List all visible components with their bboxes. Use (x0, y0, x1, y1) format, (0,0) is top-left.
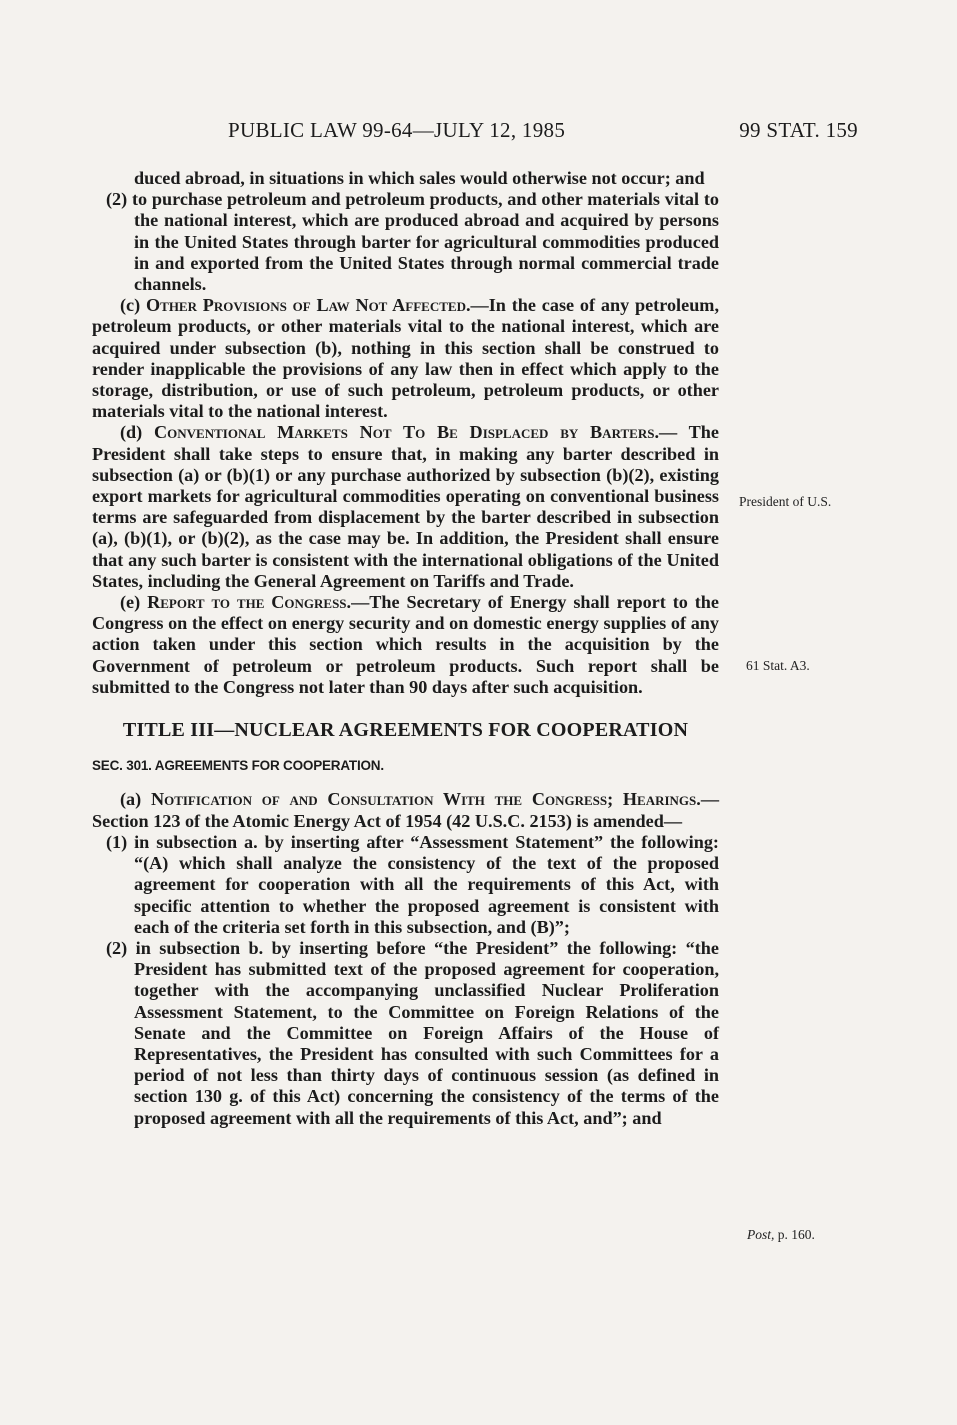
subsection-c (92, 295, 719, 422)
subsection-a (92, 789, 719, 831)
body-text (92, 168, 719, 1129)
public-law-title: PUBLIC LAW 99-64—JULY 12, 1985 (228, 118, 566, 142)
margin-note-post-page: p. 160. (774, 1227, 815, 1242)
paragraph-b1-continued: duced abroad, in situations in which sales would otherwise not occur; and (134, 168, 705, 188)
subsection-e-heading: Report to the Congress. (147, 592, 352, 613)
paragraph-a2: (2) in subsection b. by inserting before “the President” the following: “the President has submitted text of the proposed agreement for cooperation, together with the accompanying unclassified Nuclear Proliferation Assessment Statement, to the Committee on Foreign Relations of the Senate and the Committee on Foreign Affairs of the House of Representatives, the President has consulted with such Committees for a period of not less than thirty days of continuous session (as defined in section 130 g. of this Act) concerning the consistency of the terms of the proposed agreement with all the requirements of this Act, and”; and (106, 937, 719, 1128)
margin-note-post-italic: Post, (747, 1227, 775, 1242)
subsection-d-heading: Conventional Markets Not To Be Displaced by Barters. (154, 422, 660, 443)
margin-note-president: President of U.S. (739, 494, 832, 509)
subsection-d (92, 422, 719, 592)
section-heading: SEC. 301. AGREEMENTS FOR COOPERATION. (92, 758, 384, 774)
statute-page-number: 99 STAT. 159 (739, 118, 858, 142)
subsection-d-label: (d) (120, 422, 155, 443)
subsection-d-text: — The President shall take steps to ensure that, in making any barter described in subsection (a) or (b)(1) or any purchase authorized by subsection (b)(2), existing export markets for agricultural commodities operating on conventional business terms are safeguarded from displacement by the barter described in subsection (a), (b)(1), or (b)(2), as the case may be. In addition, the President shall ensure that any such barter is consistent with the international obligations of the United States, including the General Agreement on Tariffs and Trade. (92, 422, 719, 591)
paragraph-a1: (1) in subsection a. by inserting after “Assessment Statement” the following: “(A) which shall analyze the consistency of the text of the proposed agreement for cooperation with all the requirements of this Act, with specific attention to whether the proposed agreement is consistent with each of the criteria set forth in this subsection, and (B)”; (106, 831, 719, 937)
margin-note-stat: 61 Stat. A3. (746, 658, 810, 673)
subsection-c-label: (c) (120, 295, 146, 316)
paragraph-b2: (2) to purchase petroleum and petroleum products, and other materials vital to the national interest, which are produced abroad and acquired by persons in the United States through barter for agricultural commodities produced in and exported from the United States through normal commercial trade channels. (106, 189, 719, 295)
margin-note-post (747, 1227, 815, 1243)
subsection-e-text: —The Secretary of Energy shall report to the Congress on the effect on energy security and on domestic energy supplies of any action taken under this section which results in the acquisition by the Government of petroleum or petroleum products. Such report shall be submitted to the Congress not later than 90 days after such acquisition. (92, 592, 719, 697)
subsection-e-label: (e) (120, 592, 148, 613)
subsection-a-heading: Notification of and Consultation With the Congress; Hearings. (150, 789, 701, 810)
title-heading: TITLE III—NUCLEAR AGREEMENTS FOR COOPERATION (122, 719, 689, 742)
subsection-a-label: (a) (120, 789, 151, 810)
subsection-a-text: —Section 123 of the Atomic Energy Act of 1954 (42 U.S.C. 2153) is amended— (92, 789, 719, 831)
subsection-c-text: —In the case of any petroleum, petroleum products, or other materials vital to the national interest, which are acquired under subsection (b), nothing in this section shall be construed to render inapplicable the provisions of any law then in effect which apply to the storage, distribution, or use of such petroleum, petroleum products, or other materials vital to the national interest. (92, 295, 719, 422)
subsection-e (92, 592, 719, 698)
subsection-c-heading: Other Provisions of Law Not Affected. (146, 295, 471, 316)
